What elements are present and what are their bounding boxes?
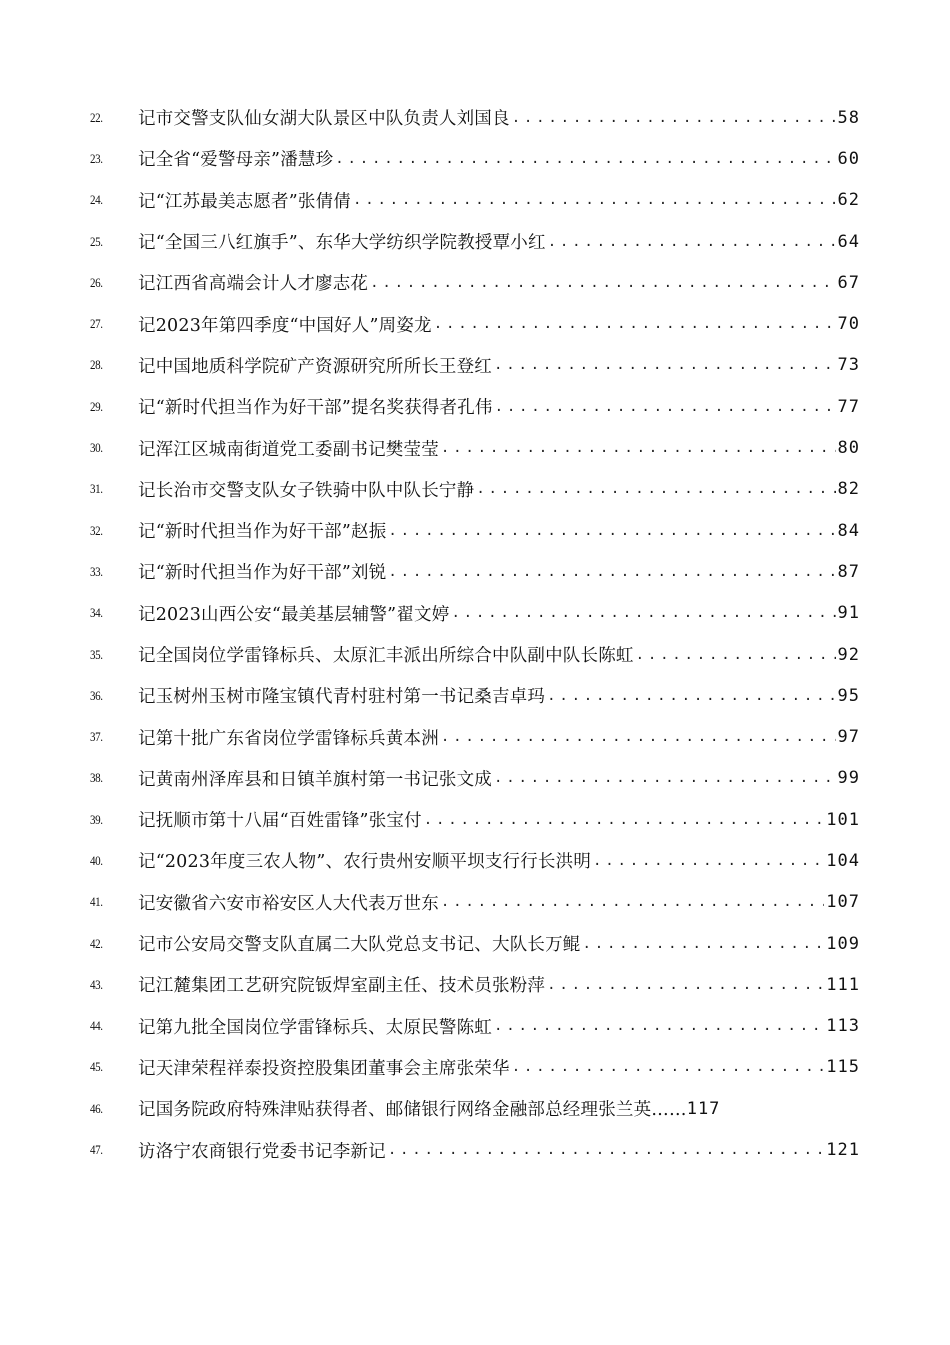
toc-dot-leader: [593, 853, 824, 869]
toc-entry-number: 45.: [90, 1059, 103, 1075]
toc-entry-page: 62: [837, 190, 860, 211]
toc-entry: [90, 345, 860, 386]
toc-entry: [90, 138, 860, 179]
toc-dot-leader: [434, 316, 836, 332]
toc-dot-leader: [495, 399, 836, 415]
toc-entry-title: 记第九批全国岗位学雷锋标兵、太原民警陈虹: [138, 1017, 492, 1038]
toc-entry-title: 记“新时代担当作为好干部”刘锐: [138, 563, 387, 584]
toc-entry-page: 82: [837, 479, 860, 500]
toc-dot-leader: [441, 729, 836, 745]
toc-entry-title: 记2023年第四季度“中国好人”周姿龙: [138, 315, 432, 336]
toc-entry: [90, 1129, 860, 1170]
toc-entry-number: 25.: [90, 233, 103, 249]
toc-entry: [90, 221, 860, 262]
toc-entry-number: 30.: [90, 440, 103, 456]
toc-entry-title: 记“江苏最美志愿者”张倩倩: [138, 191, 351, 212]
toc-entry-number: 26.: [90, 274, 103, 290]
toc-entry: [90, 1047, 860, 1088]
toc-entry-title: 记抚顺市第十八届“百姓雷锋”张宝付: [138, 811, 422, 832]
toc-entry-number: 24.: [90, 192, 103, 208]
toc-entry-page: 104: [826, 850, 860, 871]
toc-entry: [90, 923, 860, 964]
toc-entry-number: 46.: [90, 1100, 103, 1116]
toc-entry: [90, 716, 860, 757]
toc-entry-page: 107: [826, 892, 860, 913]
toc-entry-page: 80: [837, 438, 860, 459]
toc-entry-page: 87: [837, 561, 860, 582]
toc-entry-title: 记长治市交警支队女子铁骑中队中队长宁静: [138, 480, 475, 501]
toc-entry-number: 22.: [90, 109, 103, 125]
toc-entry-number: 35.: [90, 646, 103, 662]
toc-entry-number: 27.: [90, 316, 103, 332]
toc-dot-leader: [583, 936, 825, 952]
toc-entry: [90, 180, 860, 221]
toc-entry-title: 记江西省高端会计人才廖志花: [138, 274, 369, 295]
toc-entry: [90, 303, 860, 344]
toc-entry-page: 101: [826, 809, 860, 830]
toc-dot-leader: [370, 275, 835, 291]
toc-entry: [90, 799, 860, 840]
toc-entry-number: 28.: [90, 357, 103, 373]
toc-entry-title: 记天津荣程祥泰投资控股集团董事会主席张荣华: [138, 1058, 510, 1079]
toc-entry-title: 记市交警支队仙女湖大队景区中队负责人刘国良: [138, 109, 510, 130]
toc-entry-page: 67: [837, 272, 860, 293]
toc-entry-page: 73: [837, 355, 860, 376]
table-of-contents: [90, 97, 860, 1171]
toc-entry: [90, 964, 860, 1005]
toc-entry: [90, 758, 860, 799]
toc-entry-page: 109: [826, 933, 860, 954]
toc-entry-page: 113: [826, 1016, 860, 1037]
toc-entry-page: 64: [837, 231, 860, 252]
toc-entry-number: 33.: [90, 563, 103, 579]
toc-entry-title: 访洛宁农商银行党委书记李新记: [138, 1141, 386, 1162]
toc-entry-page: 77: [837, 396, 860, 417]
toc-dot-leader: [441, 894, 824, 910]
toc-entry: [90, 840, 860, 881]
toc-entry-number: 44.: [90, 1018, 103, 1034]
toc-entry-number: 34.: [90, 605, 103, 621]
toc-dot-leader: [547, 688, 835, 704]
toc-entry-number: 32.: [90, 522, 103, 538]
toc-entry: [90, 262, 860, 303]
toc-entry-number: 47.: [90, 1142, 103, 1158]
toc-entry-page: 60: [837, 148, 860, 169]
toc-dot-leader: [388, 523, 835, 539]
toc-dot-leader: [353, 192, 836, 208]
toc-entry: [90, 1006, 860, 1047]
toc-entry-title: 记“全国三八红旗手”、东华大学纺织学院教授覃小红: [138, 233, 546, 254]
toc-dot-leader: [512, 1059, 825, 1075]
toc-entry-number: 39.: [90, 811, 103, 827]
toc-entry-page: 92: [837, 644, 860, 665]
toc-entry-title: 记“新时代担当作为好干部”赵振: [138, 522, 387, 543]
toc-entry-page: 84: [837, 520, 860, 541]
toc-dot-leader: [388, 564, 835, 580]
toc-dot-leader: [636, 647, 836, 663]
toc-entry-number: 29.: [90, 398, 103, 414]
toc-dot-leader: [451, 605, 835, 621]
toc-entry-number: 37.: [90, 729, 103, 745]
toc-entry-page: 115: [826, 1057, 860, 1078]
toc-entry-title: 记安徽省六安市裕安区人大代表万世东: [138, 893, 439, 914]
toc-entry-page: 99: [837, 768, 860, 789]
toc-entry-title: 记市公安局交警支队直属二大队党总支书记、大队长万鲲: [138, 935, 581, 956]
toc-entry-title: 记浑江区城南街道党工委副书记樊莹莹: [138, 439, 439, 460]
toc-entry-page: 97: [837, 727, 860, 748]
toc-dot-leader: [441, 440, 836, 456]
toc-dot-leader: [547, 977, 824, 993]
toc-entry: [90, 427, 860, 468]
toc-entry-page: 91: [837, 603, 860, 624]
toc-entry: [90, 469, 860, 510]
toc-entry-page: 121: [826, 1140, 860, 1161]
toc-entry: [90, 386, 860, 427]
toc-entry-title: 记“2023年度三农人物”、农行贵州安顺平坝支行行长洪明: [138, 852, 592, 873]
toc-entry-number: 36.: [90, 687, 103, 703]
toc-dot-leader: [512, 110, 836, 126]
toc-entry-number: 38.: [90, 770, 103, 786]
toc-dot-leader: [388, 1142, 824, 1158]
toc-entry: [90, 593, 860, 634]
toc-entry-number: 42.: [90, 935, 103, 951]
toc-entry-page: 111: [826, 974, 860, 995]
toc-entry-page: 117: [686, 1098, 721, 1119]
toc-dot-leader: [494, 357, 836, 373]
toc-entry-title: 记玉树州玉树市隆宝镇代青村驻村第一书记桑吉卓玛: [138, 687, 546, 708]
toc-dot-leader: [476, 481, 835, 497]
toc-entry: [90, 551, 860, 592]
toc-entry: [90, 675, 860, 716]
toc-entry-title: 记国务院政府特殊津贴获得者、邮储银行网络金融部总经理张兰英……: [138, 1100, 687, 1121]
toc-entry-title: 记第十批广东省岗位学雷锋标兵黄本洲: [138, 728, 439, 749]
toc-entry-title: 记中国地质科学院矿产资源研究所所长王登红: [138, 356, 492, 377]
toc-entry: [90, 97, 860, 138]
toc-dot-leader: [494, 1018, 824, 1034]
toc-dot-leader: [424, 812, 824, 828]
toc-dot-leader: [494, 770, 836, 786]
toc-dot-leader: [335, 151, 835, 167]
toc-entry: [90, 882, 860, 923]
toc-entry-title: 记全省“爱警母亲”潘慧珍: [138, 150, 334, 171]
toc-entry-title: 记2023山西公安“最美基层辅警”翟文婷: [138, 604, 450, 625]
toc-entry: [90, 634, 860, 675]
toc-entry-title: 记黄南州泽库县和日镇羊旗村第一书记张文成: [138, 769, 492, 790]
toc-entry-title: 记江麓集团工艺研究院钣焊室副主任、技术员张粉萍: [138, 976, 546, 997]
toc-entry-number: 41.: [90, 894, 103, 910]
toc-entry-page: 70: [837, 314, 860, 335]
toc-entry-page: 58: [837, 107, 860, 128]
toc-entry-number: 40.: [90, 852, 103, 868]
toc-entry: [90, 510, 860, 551]
toc-entry: [90, 1088, 860, 1129]
toc-entry-page: 95: [837, 685, 860, 706]
toc-entry-number: 31.: [90, 481, 103, 497]
toc-entry-number: 43.: [90, 976, 103, 992]
toc-dot-leader: [548, 234, 836, 250]
toc-entry-number: 23.: [90, 150, 103, 166]
toc-entry-title: 记全国岗位学雷锋标兵、太原汇丰派出所综合中队副中队长陈虹: [138, 646, 634, 666]
toc-entry-title: 记“新时代担当作为好干部”提名奖获得者孔伟: [138, 398, 493, 419]
